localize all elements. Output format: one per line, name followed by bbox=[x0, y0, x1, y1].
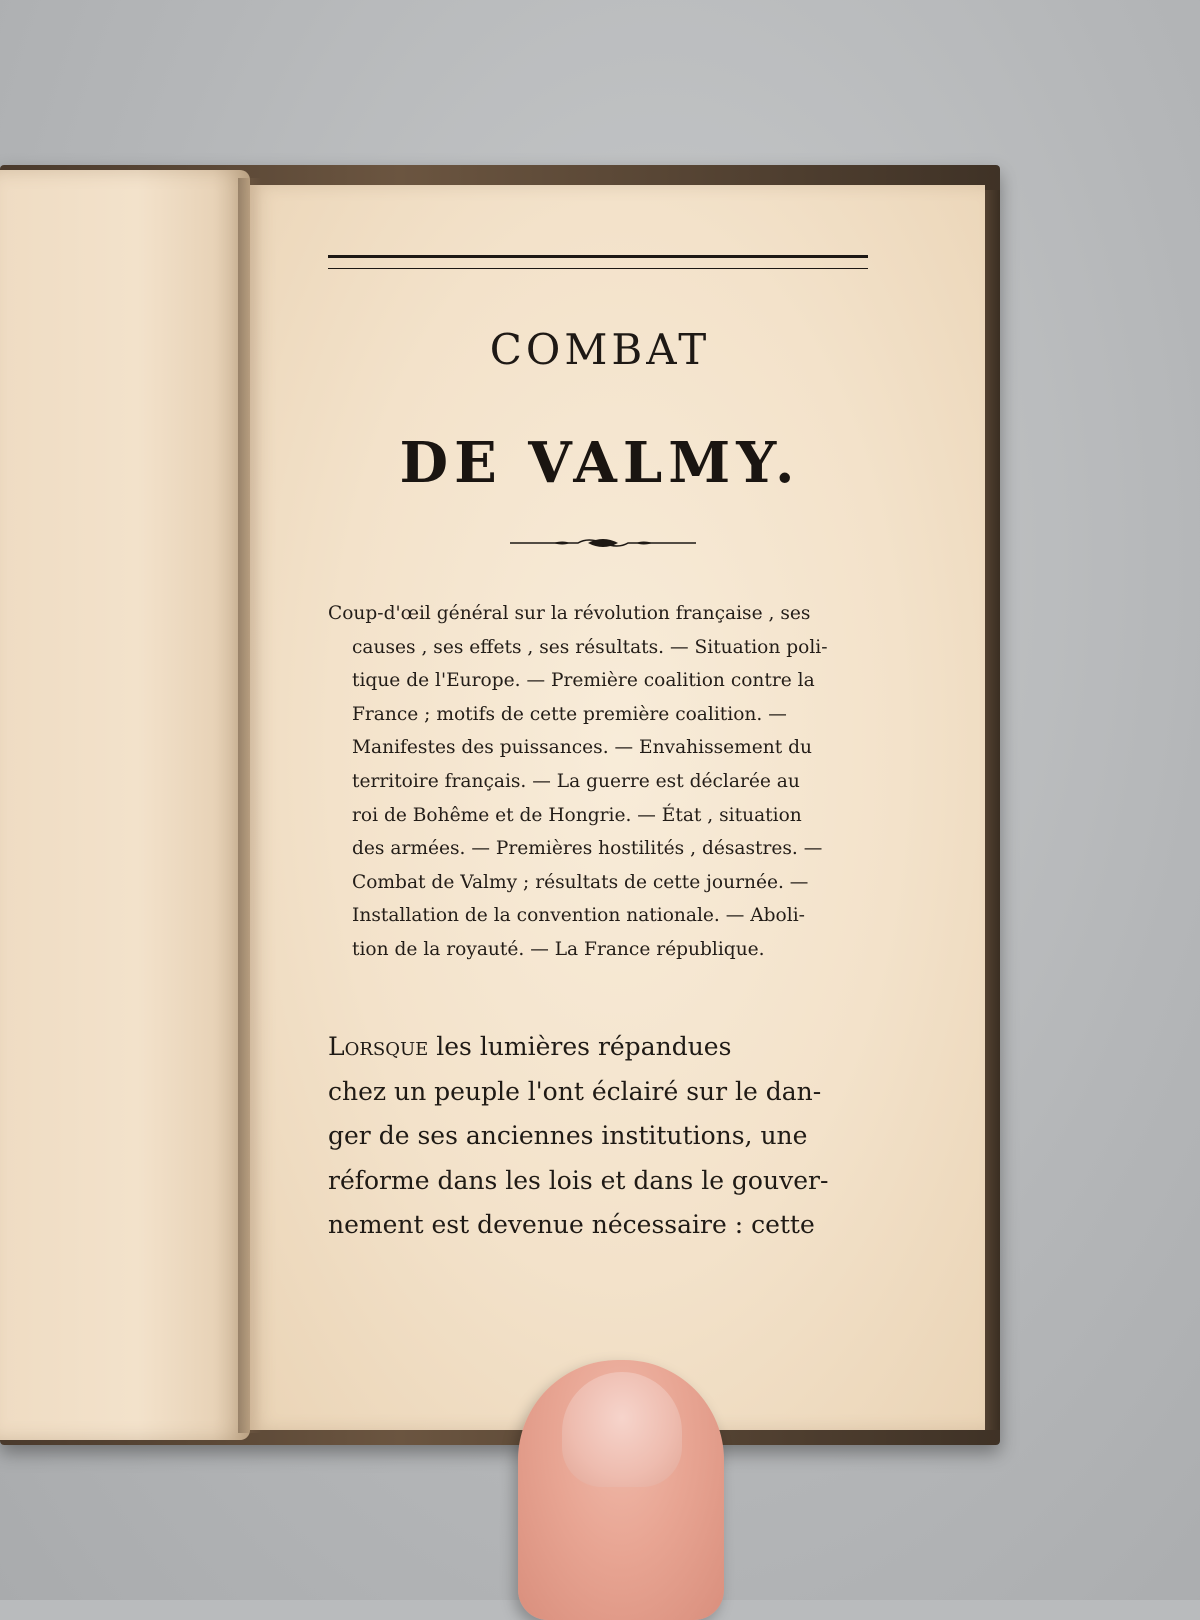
body-line: Lorsque les lumières répandues bbox=[328, 1032, 732, 1061]
summary-line: Combat de Valmy ; résultats de cette journée. — bbox=[352, 871, 809, 893]
book-gutter bbox=[238, 178, 262, 1433]
right-page bbox=[250, 185, 985, 1430]
header-double-rule bbox=[328, 255, 868, 269]
body-paragraph bbox=[328, 1025, 873, 1248]
left-page bbox=[0, 170, 250, 1440]
body-line: réforme dans les lois et dans le gouver- bbox=[328, 1165, 829, 1195]
summary-line: Coup-d'œil général sur la révolution française , ses bbox=[328, 603, 811, 624]
summary-line: Manifestes des puissances. — Envahissement du bbox=[352, 737, 813, 759]
body-line: chez un peuple l'ont éclairé sur le dan- bbox=[328, 1076, 822, 1106]
summary-line: France ; motifs de cette première coalition. — bbox=[352, 703, 787, 725]
summary-line: tion de la royauté. — La France république. bbox=[352, 938, 765, 960]
summary-line: des armées. — Premières hostilités , désastres. — bbox=[352, 838, 823, 860]
body-line: nement est devenue nécessaire : cette bbox=[328, 1210, 815, 1239]
summary-line: roi de Bohême et de Hongrie. — État , situation bbox=[352, 804, 802, 826]
body-line: ger de ses anciennes institutions, une bbox=[328, 1121, 808, 1150]
chapter-title-line-1: COMBAT bbox=[489, 325, 711, 374]
summary-line: Installation de la convention nationale. — Aboli- bbox=[352, 905, 805, 927]
chapter-title-line-2: DE VALMY. bbox=[399, 430, 801, 496]
fingernail bbox=[562, 1372, 682, 1487]
chapter-summary bbox=[328, 597, 873, 967]
body-lead-word: Lorsque bbox=[328, 1032, 429, 1061]
ornament-flourish-icon bbox=[508, 533, 698, 553]
summary-line: tique de l'Europe. — Première coalition contre la bbox=[352, 670, 815, 692]
summary-line: causes , ses effets , ses résultats. — Situation poli- bbox=[352, 636, 828, 658]
summary-line: territoire français. — La guerre est déclarée au bbox=[352, 770, 800, 792]
